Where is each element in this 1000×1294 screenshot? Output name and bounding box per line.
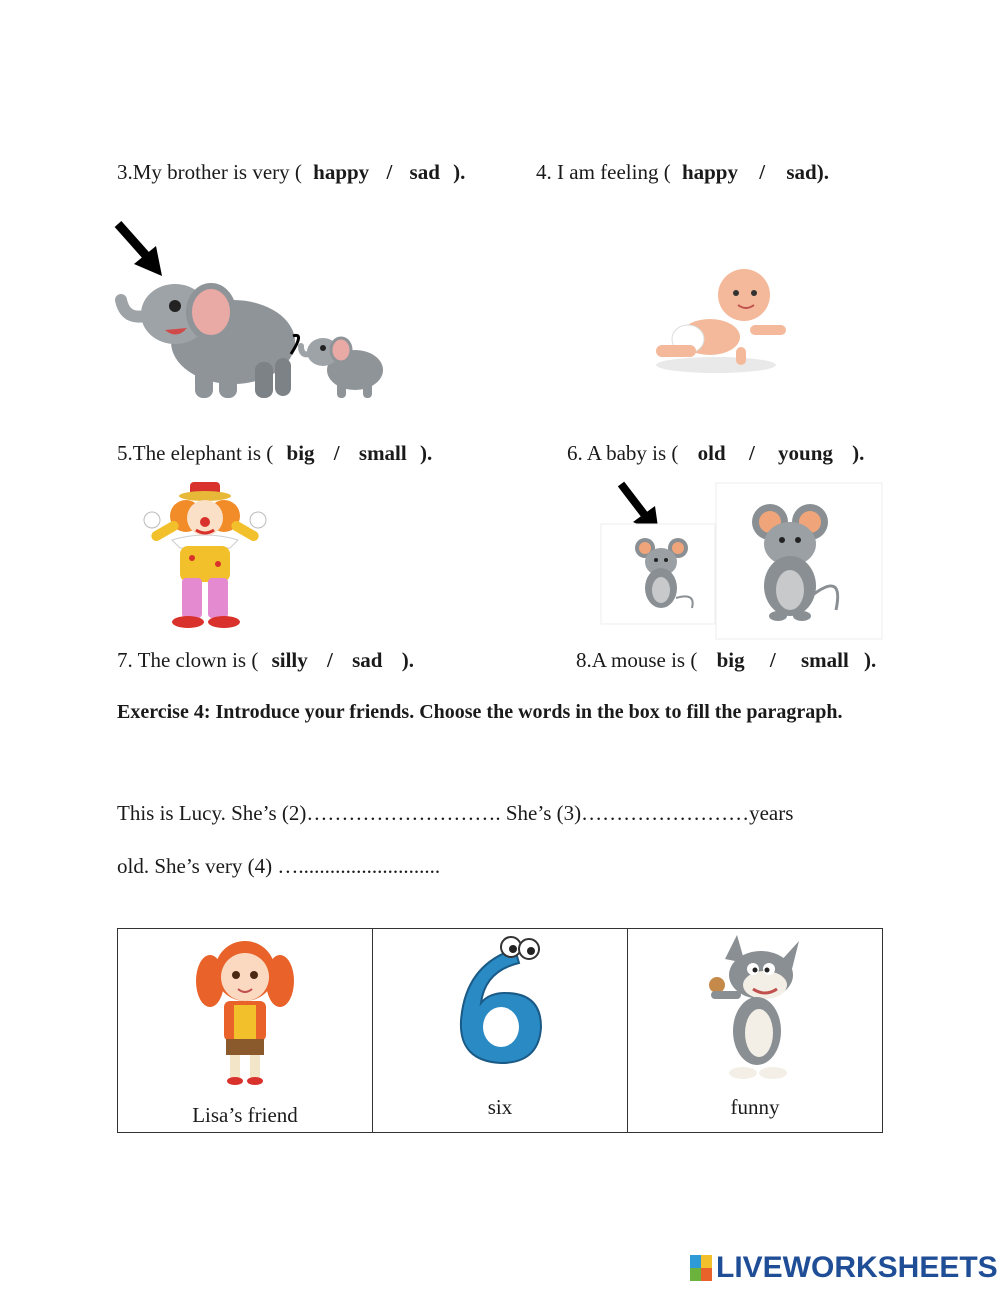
question-3-option-sad[interactable]: sad	[409, 160, 440, 184]
word-six[interactable]: six	[487, 1095, 513, 1119]
word-box	[117, 928, 883, 1133]
question-8	[576, 648, 876, 673]
question-8-option-big[interactable]: big	[716, 648, 745, 672]
question-4-option-sad[interactable]: sad).	[786, 160, 829, 184]
elephant-icon	[115, 270, 400, 405]
question-7-text: 7. The clown is (	[117, 648, 259, 672]
clown-icon	[142, 480, 268, 630]
liveworksheets-logo-icon	[690, 1255, 712, 1281]
word-lisas-friend[interactable]: Lisa’s friend	[192, 1103, 298, 1127]
question-4-text: 4. I am feeling (	[536, 160, 671, 184]
question-3	[117, 160, 465, 185]
question-7-suffix: ).	[401, 648, 414, 672]
liveworksheets-wordmark: LIVEWORKSHEETS	[716, 1251, 998, 1284]
question-5-text: 5.The elephant is (	[117, 441, 274, 465]
cat-icon	[628, 935, 882, 1085]
question-7-option-silly[interactable]: silly	[271, 648, 308, 672]
question-7-option-sad[interactable]: sad	[352, 648, 383, 672]
number-six-icon	[373, 935, 627, 1075]
paragraph-line-2[interactable]: old. She’s very (4) …...........................	[117, 854, 441, 878]
question-5-option-small[interactable]: small	[358, 441, 407, 465]
liveworksheets-logo	[690, 1251, 998, 1285]
question-6	[567, 441, 864, 466]
word-cell-2	[373, 929, 628, 1133]
question-3-option-happy[interactable]: happy	[313, 160, 370, 184]
word-cell-3	[628, 929, 883, 1133]
question-4	[536, 160, 829, 185]
question-6-option-young[interactable]: young	[778, 441, 833, 465]
girl-icon	[118, 935, 372, 1085]
question-8-option-small[interactable]: small	[800, 648, 849, 672]
question-4-separator: /	[759, 160, 766, 184]
question-7-separator: /	[327, 648, 333, 672]
question-3-suffix: ).	[453, 160, 466, 184]
question-4-option-happy[interactable]: happy	[681, 160, 738, 184]
question-6-suffix: ).	[852, 441, 865, 465]
question-8-text: 8.A mouse is (	[576, 648, 698, 672]
question-7	[117, 648, 414, 673]
question-6-text: 6. A baby is (	[567, 441, 679, 465]
paragraph-line-1[interactable]: This is Lucy. She’s (2)………………………. She’s (3)……………………years	[117, 801, 794, 825]
exercise-4-title: Exercise 4: Introduce your friends. Choose the words in the box to fill the paragraph.	[117, 701, 843, 723]
question-5-suffix: ).	[419, 441, 433, 465]
word-cell-1	[118, 929, 373, 1133]
question-8-separator: /	[769, 648, 776, 672]
question-6-option-old[interactable]: old	[697, 441, 726, 465]
baby-icon	[650, 265, 790, 377]
question-6-separator: /	[748, 441, 755, 465]
question-3-text: 3.My brother is very (	[117, 160, 302, 184]
question-5-separator: /	[333, 441, 340, 465]
question-5	[117, 441, 432, 466]
question-5-option-big[interactable]: big	[286, 441, 315, 465]
question-8-suffix: ).	[864, 648, 877, 672]
word-funny[interactable]: funny	[730, 1095, 780, 1119]
question-3-separator: /	[386, 160, 393, 184]
mouse-icon	[600, 482, 884, 642]
